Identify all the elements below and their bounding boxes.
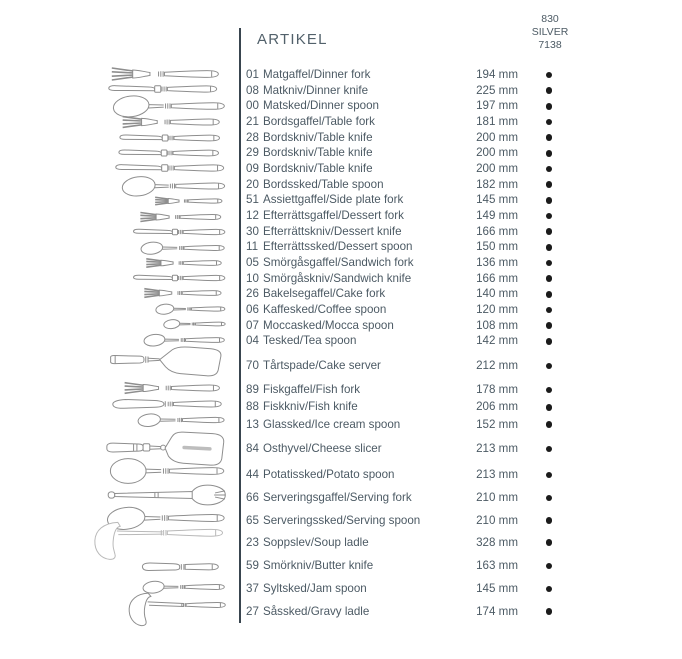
item-name: Soppslev/Soup ladle [263,535,369,549]
item-number: 00 [246,99,259,113]
item-length: 200 mm [476,146,518,160]
item-number: 88 [246,400,259,414]
item-name: Serveringssked/Serving spoon [263,513,421,527]
table-row [246,271,558,287]
item-number: 26 [246,287,259,301]
item-name: Fiskgaffel/Fish fork [263,383,361,396]
item-name: Matgaffel/Dinner fork [263,68,371,81]
cutlery-illustrations-column [0,0,240,659]
availability-dot [546,244,553,251]
table-row [246,604,558,620]
availability-dot [546,363,553,370]
table-row [246,535,558,551]
item-length: 210 mm [476,491,518,504]
item-number: 37 [246,582,259,595]
item-length: 194 mm [476,68,518,81]
cake-server-drawing [111,347,221,376]
table-row [246,318,558,334]
table-row [246,417,558,433]
item-number: 51 [246,193,259,207]
item-length: 166 mm [476,271,518,285]
item-name: Efterrättsgaffel/Dessert fork [263,209,404,222]
spoon-large-drawing [112,94,224,119]
spoon-large-drawing [106,505,224,531]
item-number: 84 [246,442,259,455]
availability-dot [546,495,553,502]
item-length: 108 mm [476,318,518,332]
availability-dot [546,517,553,524]
item-length: 182 mm [476,177,518,191]
item-number: 66 [246,491,259,504]
availability-dot [546,563,553,570]
item-number: 21 [246,115,259,128]
item-number: 06 [246,303,259,316]
availability-dot [546,150,553,157]
column-title: ARTIKEL [257,31,328,48]
spoon-large-drawing [121,175,224,198]
item-number: 44 [246,468,259,481]
item-length: 213 mm [476,442,518,455]
availability-dot [546,586,553,593]
item-length: 145 mm [476,582,518,595]
fish-knife-drawing [113,399,221,408]
table-row [246,177,558,193]
item-name: Bordsgaffel/Table fork [263,115,375,128]
fork-drawing [125,383,220,394]
availability-dot [546,539,553,546]
table-row [246,467,558,483]
item-name: Efterrättskniv/Dessert knife [263,224,402,238]
fork-drawing [146,259,221,267]
item-length: 136 mm [476,256,518,269]
item-number: 20 [246,177,259,191]
availability-dot [546,181,553,188]
table-left-rule [239,28,241,623]
item-number: 01 [246,68,259,81]
availability-dot [546,228,553,235]
item-number: 05 [246,256,259,269]
fork-drawing [123,117,220,128]
spoon-small-drawing [140,241,224,255]
item-length: 212 mm [476,359,518,372]
knife-drawing [116,165,224,172]
availability-dot [546,72,553,79]
pattern-code: 7138 [538,39,562,51]
item-name: Osthyvel/Cheese slicer [263,442,382,455]
item-length: 225 mm [476,83,518,97]
item-length: 206 mm [476,400,518,414]
availability-dot [546,307,553,314]
item-number: 09 [246,162,259,175]
availability-dot [546,338,553,345]
knife-drawing [109,86,217,93]
availability-dot [546,446,553,453]
availability-dot [546,87,553,94]
item-name: Bakelsegaffel/Cake fork [263,287,386,301]
knife-drawing [119,150,219,156]
item-number: 23 [246,535,259,549]
item-name: Potatissked/Potato spoon [263,468,395,481]
availability-dot [546,387,553,394]
spoon-small-drawing [163,319,225,330]
availability-dot [546,260,553,267]
table-row [246,239,558,255]
table-row [246,333,558,349]
item-length: 149 mm [476,209,518,222]
item-number: 30 [246,224,259,238]
fork-drawing [140,212,220,221]
table-row [246,581,558,597]
item-number: 10 [246,271,259,285]
gravy-ladle-drawing [129,593,225,625]
table-row [246,358,558,374]
item-length: 152 mm [476,417,518,431]
item-number: 08 [246,83,259,97]
knife-drawing [120,135,220,141]
item-length: 178 mm [476,383,518,396]
table-row [246,161,558,177]
knife-drawing [134,229,225,235]
item-name: Smörkniv/Butter knife [263,559,374,572]
item-number: 11 [246,240,259,254]
item-number: 29 [246,146,259,160]
ladle-drawing [95,522,223,559]
availability-dot [546,213,553,220]
item-length: 120 mm [476,303,518,316]
item-name: Serveringsgaffel/Serving fork [263,491,412,504]
table-row [246,145,558,161]
availability-dot [546,404,553,411]
item-length: 328 mm [476,535,518,549]
item-length: 200 mm [476,162,518,175]
item-length: 150 mm [476,240,518,254]
availability-dot [546,275,553,282]
table-row [246,513,558,529]
fork-drawing [112,68,219,80]
serving-fork-drawing [108,485,226,505]
table-row [246,67,558,83]
item-length: 142 mm [476,334,518,348]
item-length: 163 mm [476,559,518,572]
table-row [246,441,558,457]
item-number: 59 [246,559,259,572]
table-row [246,208,558,224]
item-number: 07 [246,318,259,332]
item-name: Tårtspade/Cake server [263,359,381,372]
item-length: 210 mm [476,513,518,527]
table-row [246,130,558,146]
fork-drawing [155,197,222,205]
spoon-small-drawing [142,580,224,594]
table-row [246,399,558,415]
availability-dot [546,119,553,126]
availability-dot [546,421,553,428]
item-name: Bordssked/Table spoon [263,177,384,191]
table-row [246,558,558,574]
pattern-number: 830 [541,13,559,25]
pattern-header [519,13,581,52]
availability-dot [546,197,553,204]
item-number: 65 [246,513,259,527]
availability-dot [546,322,553,329]
item-name: Efterrättssked/Dessert spoon [263,240,413,254]
item-length: 200 mm [476,130,518,144]
availability-dot [546,166,553,173]
item-name: Glassked/Ice cream spoon [263,417,401,431]
table-row [246,98,558,114]
item-length: 197 mm [476,99,518,113]
table-row [246,192,558,208]
item-name: Matsked/Dinner spoon [263,99,379,113]
item-name: Smörgåsgaffel/Sandwich fork [263,256,414,269]
table-row [246,302,558,318]
item-name: Bordskniv/Table knife [263,146,373,160]
item-number: 04 [246,334,259,348]
item-name: Fiskkniv/Fish knife [263,400,358,414]
item-length: 174 mm [476,604,518,618]
spoon-small-drawing [155,303,225,315]
item-number: 13 [246,417,259,431]
butter-knife-drawing [142,563,218,570]
item-length: 166 mm [476,224,518,238]
availability-dot [546,608,553,615]
table-row [246,83,558,99]
availability-dot [546,103,553,110]
item-number: 28 [246,130,259,144]
item-number: 12 [246,209,259,222]
table-row [246,255,558,271]
item-number: 70 [246,359,259,372]
item-name: Bordskniv/Table knife [263,130,373,144]
item-length: 140 mm [476,287,518,301]
item-name: Bordskniv/Table knife [263,162,373,175]
availability-dot [546,291,553,298]
item-length: 145 mm [476,193,518,207]
table-row [246,382,558,398]
knife-drawing [134,275,225,281]
availability-dot [546,134,553,141]
item-name: Assiettgaffel/Side plate fork [263,193,404,207]
item-length: 181 mm [476,115,518,128]
table-row [246,490,558,506]
item-name: Moccasked/Mocca spoon [263,318,394,332]
table-row [246,114,558,130]
table-row [246,224,558,240]
item-number: 89 [246,383,259,396]
pattern-name: SILVER [531,26,569,38]
item-name: Matkniv/Dinner knife [263,83,369,97]
spoon-small-drawing [137,413,224,428]
item-name: Tesked/Tea spoon [263,334,357,348]
table-row [246,286,558,302]
fork-drawing [144,289,221,298]
item-length: 213 mm [476,468,518,481]
spoon-small-drawing [143,333,224,347]
item-name: Kaffesked/Coffee spoon [263,303,387,316]
availability-dot [546,472,553,479]
item-name: Såssked/Gravy ladle [263,604,370,618]
item-number: 27 [246,604,259,618]
item-name: Syltsked/Jam spoon [263,582,367,595]
item-name: Smörgåskniv/Sandwich knife [263,271,412,285]
